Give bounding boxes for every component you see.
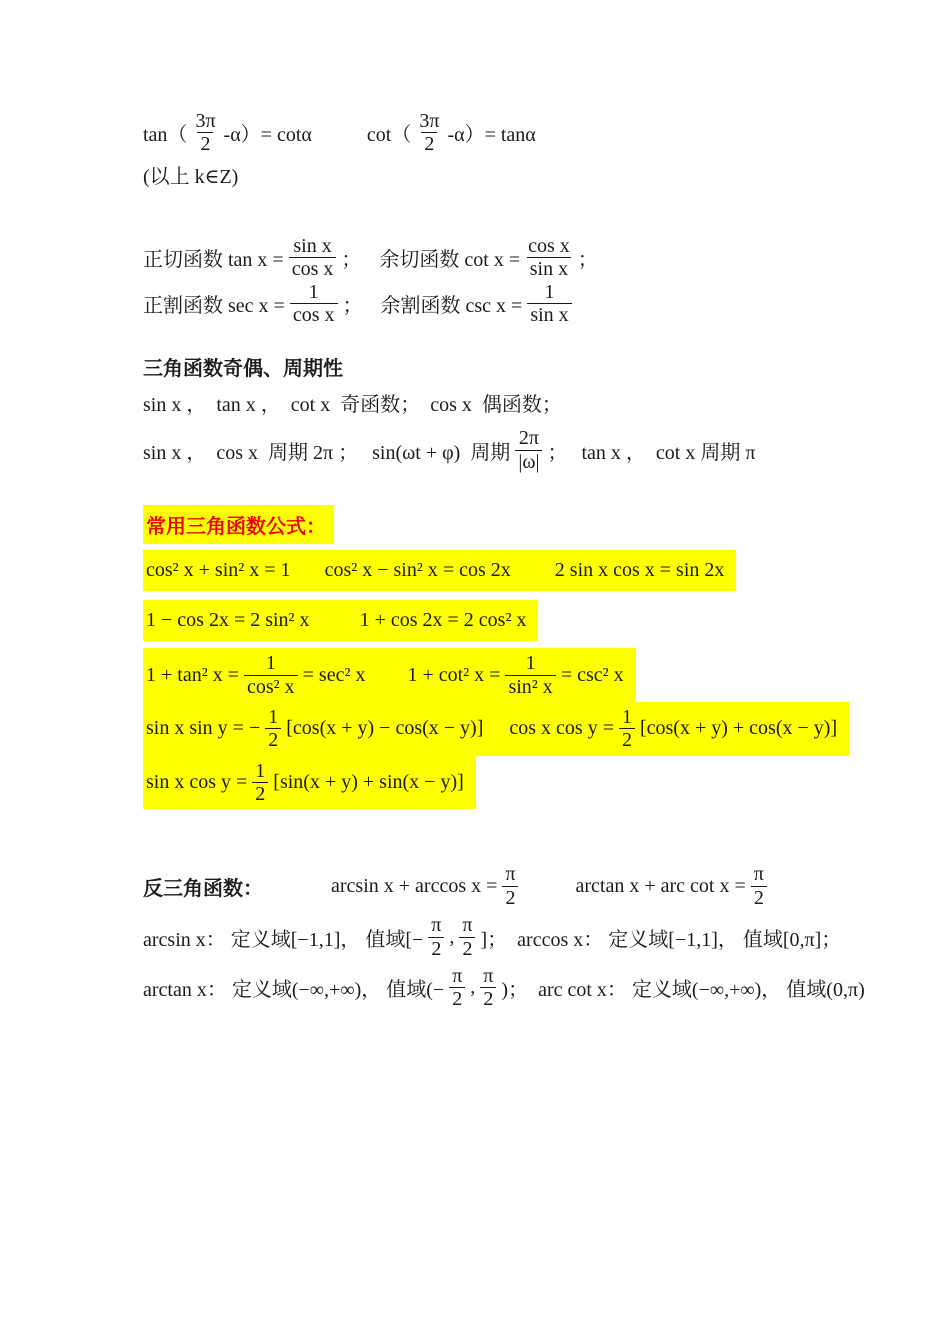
section-heading-inverse-trig: 反三角函数： xyxy=(143,877,263,900)
formula-cos2-plus-sin2: cos² x + sin² x = 1 xyxy=(146,559,291,582)
parity-statement xyxy=(143,388,912,417)
formula-tan-cot-shift xyxy=(143,110,912,156)
arcsin-arccos-domain-range xyxy=(143,914,912,960)
spacer xyxy=(361,257,379,258)
formula-one-minus-cos2x: 1 − cos 2x = 2 sin² x xyxy=(146,609,310,632)
fraction-numerator: π xyxy=(431,914,442,937)
math-text: [cos(x + y) − cos(x − y)] xyxy=(286,717,484,740)
math-text: ； xyxy=(577,249,598,272)
spacer xyxy=(312,132,367,133)
section-heading-parity-period xyxy=(143,352,912,381)
fraction-denominator: 2 xyxy=(619,728,635,751)
highlight-row-product-to-sum-2 xyxy=(143,756,912,810)
math-text: arctan x： 定义域(−∞,+∞)， 值域(− xyxy=(143,979,445,1002)
section-heading-common-formulas: 常用三角函数公式： xyxy=(143,505,334,544)
fraction-denominator: 2 xyxy=(421,132,437,155)
math-text: [sin(x + y) + sin(x − y)] xyxy=(273,771,464,794)
fraction xyxy=(459,914,475,960)
note-k-in-z xyxy=(143,160,912,189)
note-text: (以上 k∈Z) xyxy=(143,165,239,188)
math-text: sin x sin y = − xyxy=(146,717,261,740)
fraction xyxy=(480,965,496,1011)
fraction-numerator: π xyxy=(452,965,463,988)
fraction-denominator: sin x xyxy=(527,257,571,280)
fraction-numerator: sin x xyxy=(293,234,332,257)
fraction xyxy=(244,652,298,698)
fraction-numerator: 1 xyxy=(621,705,632,728)
math-text: arctan x + arc cot x = xyxy=(575,874,746,897)
fraction xyxy=(416,110,442,156)
fraction-denominator: 2 xyxy=(197,132,213,155)
fraction xyxy=(527,281,571,327)
math-text: 1 + cot² x = xyxy=(407,663,501,686)
highlight-row-half-angle xyxy=(143,600,912,641)
spacer xyxy=(363,303,381,304)
formula-double-angle-sin: 2 sin x cos x = sin 2x xyxy=(554,559,725,582)
fraction-denominator: 2 xyxy=(252,782,268,805)
highlight-row-sec-csc xyxy=(143,648,912,702)
math-text: ]； arccos x： 定义域[−1,1]， 值域[0,π]； xyxy=(480,928,842,951)
math-text: 正割函数 sec x = xyxy=(143,294,285,317)
fraction-denominator: sin x xyxy=(527,303,571,326)
math-text: 余切函数 cot x = xyxy=(379,249,521,272)
formula-cos2-minus-sin2: cos² x − sin² x = cos 2x xyxy=(324,559,511,582)
math-text: ； xyxy=(547,441,568,464)
highlight-row-pythagorean xyxy=(143,550,912,591)
math-text: cot（ xyxy=(366,124,412,147)
fraction-numerator: π xyxy=(505,863,516,886)
math-text: -α）= cotα xyxy=(223,124,312,147)
arctan-arccot-domain-range xyxy=(143,965,912,1011)
fraction-denominator: 2 xyxy=(751,886,767,909)
fraction xyxy=(619,706,635,752)
fraction-denominator: cos² x xyxy=(244,675,298,698)
fraction-numerator: 1 xyxy=(265,652,276,675)
fraction-numerator: 1 xyxy=(525,652,536,675)
fraction-numerator: π xyxy=(753,863,764,886)
math-text: = sec² x xyxy=(302,663,366,686)
formula-sec-csc-definition xyxy=(143,281,912,327)
math-text: , xyxy=(470,976,476,999)
fraction-denominator: cos x xyxy=(289,257,337,280)
math-text: tan x ， cot x 周期 π xyxy=(581,441,756,464)
math-text: ； xyxy=(341,249,362,272)
fraction-numerator: π xyxy=(483,965,494,988)
math-text: -α）= tanα xyxy=(447,124,536,147)
math-text: sin x ， tan x ， cot x 奇函数； cos x 偶函数； xyxy=(143,394,562,417)
fraction xyxy=(515,427,542,473)
fraction xyxy=(428,914,444,960)
fraction xyxy=(289,235,337,281)
fraction-numerator: π xyxy=(462,914,473,937)
math-text: = csc² x xyxy=(560,663,624,686)
fraction-numerator: 1 xyxy=(255,759,266,782)
fraction-denominator: sin² x xyxy=(505,675,555,698)
spacer xyxy=(291,570,325,571)
period-statement xyxy=(143,427,912,473)
spacer xyxy=(483,728,509,729)
math-text: 余割函数 csc x = xyxy=(380,294,523,317)
spacer xyxy=(524,886,576,887)
fraction-denominator: |ω| xyxy=(515,450,542,473)
math-text: 1 + tan² x = xyxy=(146,663,239,686)
math-text: [cos(x + y) + cos(x − y)] xyxy=(639,717,838,740)
spacer xyxy=(567,450,581,451)
fraction-denominator: 2 xyxy=(265,728,281,751)
math-text: ； xyxy=(342,294,363,317)
math-text: 正切函数 tan x = xyxy=(143,249,284,272)
spacer xyxy=(365,675,407,676)
spacer xyxy=(358,450,372,451)
fraction xyxy=(525,235,573,281)
fraction xyxy=(751,863,767,909)
math-text: tan（ xyxy=(143,124,188,147)
math-text: arcsin x + arccos x = xyxy=(331,874,498,897)
fraction-denominator: 2 xyxy=(428,937,444,960)
fraction-denominator: 2 xyxy=(449,987,465,1010)
spacer xyxy=(263,886,331,887)
fraction xyxy=(290,281,338,327)
spacer xyxy=(310,620,360,621)
fraction-numerator: 1 xyxy=(268,705,279,728)
fraction xyxy=(192,110,218,156)
fraction xyxy=(252,760,268,806)
heading-text: 三角函数奇偶、周期性 xyxy=(143,358,343,381)
formula-one-plus-cos2x: 1 + cos 2x = 2 cos² x xyxy=(359,609,527,632)
fraction-numerator: cos x xyxy=(528,234,570,257)
math-text: sin(ωt + φ) 周期 xyxy=(372,441,511,464)
fraction xyxy=(449,965,465,1011)
highlight-heading-row xyxy=(143,505,912,544)
inverse-trig-heading-line xyxy=(143,863,912,909)
fraction-numerator: 3π xyxy=(195,110,216,132)
fraction-denominator: 2 xyxy=(502,886,518,909)
fraction-denominator: 2 xyxy=(459,937,475,960)
fraction xyxy=(502,863,518,909)
fraction xyxy=(505,652,555,698)
formula-tan-cot-definition xyxy=(143,235,912,281)
fraction-denominator: cos x xyxy=(290,303,338,326)
math-text: sin x ， cos x 周期 2π ； xyxy=(143,441,359,464)
fraction-numerator: 1 xyxy=(308,280,319,303)
fraction xyxy=(265,706,281,752)
math-text: , xyxy=(449,925,455,948)
math-text: cos x cos y = xyxy=(509,717,614,740)
fraction-denominator: 2 xyxy=(480,987,496,1010)
math-text: arcsin x： 定义域[−1,1]， 值域[− xyxy=(143,928,424,951)
fraction-numerator: 2π xyxy=(518,427,539,450)
highlight-row-product-to-sum-1 xyxy=(143,702,912,756)
math-text: sin x cos y = xyxy=(146,771,248,794)
fraction-numerator: 1 xyxy=(544,280,555,303)
fraction-numerator: 3π xyxy=(419,110,440,132)
spacer xyxy=(511,570,555,571)
math-text: )； arc cot x： 定义域(−∞,+∞)， 值域(0,π) xyxy=(501,979,865,1002)
